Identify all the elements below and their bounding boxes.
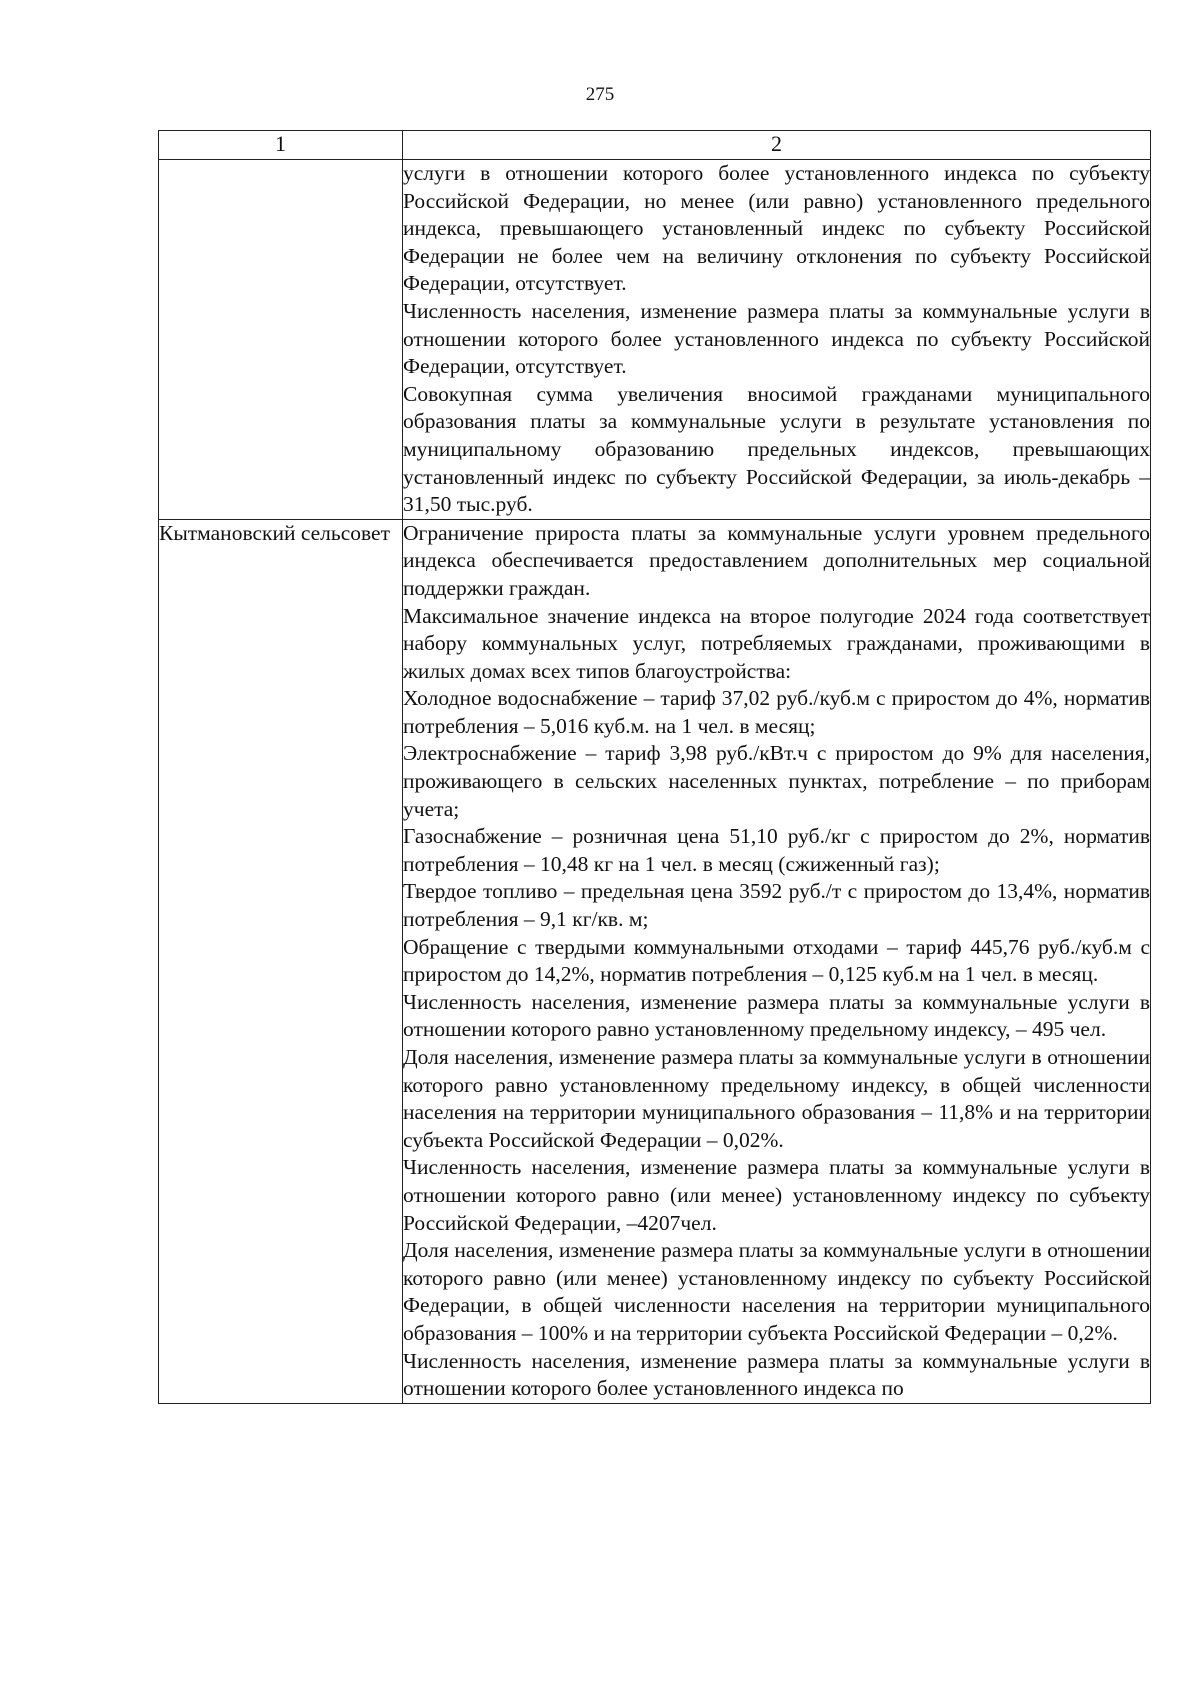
paragraph: Электроснабжение – тариф 3,98 руб./кВт.ч с приростом до 9% для населения, проживающего в сельских населенных пунктах, потребление – по приборам учета; [403, 741, 1150, 821]
table-header-row [159, 131, 1151, 160]
paragraph: услуги в отношении которого более установленного индекса по субъекту Российской Федерации, но менее (или равно) установленного предельного индекса, превышающего установленный индекс по субъекту Российской Федерации не более чем на величину отклонения по субъекту Российской Федерации, отсутствует. [403, 161, 1150, 296]
municipality-name-cell: Кытмановский сельсовет [159, 519, 403, 1403]
paragraph: Доля населения, изменение размера платы за коммунальные услуги в отношении которого равно (или менее) установленному индексу по субъекту Российской Федерации, в общей численности населения на территории муниципального образования – 100% и на территории субъекта Российской Федерации – 0,2%. [403, 1238, 1150, 1345]
paragraph: Численность населения, изменение размера платы за коммунальные услуги в отношении которого более установленного индекса по [403, 1348, 1150, 1401]
paragraph: Максимальное значение индекса на второе полугодие 2024 года соответствует набору коммунальных услуг, потребляемых гражданами, проживающими в жилых домах всех типов благоустройства: [403, 603, 1150, 683]
description-cell [403, 519, 1151, 1403]
paragraph: Совокупная сумма увеличения вносимой гражданами муниципального образования платы за коммунальные услуги в результате установления по муниципальному образованию предельных индексов, превышающих установленный индекс по субъекту Российской Федерации, за июль-декабрь – 31,50 тыс.руб. [403, 381, 1150, 517]
column-header-1: 1 [159, 131, 403, 160]
paragraph: Численность населения, изменение размера платы за коммунальные услуги в отношении которого равно установленному предельному индексу, – 495 чел. [403, 989, 1150, 1042]
description-cell [403, 160, 1151, 520]
paragraph: Численность населения, изменение размера платы за коммунальные услуги в отношении которого равно (или менее) установленному индексу по субъекту Российской Федерации, –4207чел. [403, 1155, 1150, 1235]
municipality-name-cell [159, 160, 403, 520]
data-table [158, 130, 1151, 1404]
paragraph: Обращение с твердыми коммунальными отходами – тариф 445,76 руб./куб.м с приростом до 14,2%, норматив потребления – 0,125 куб.м на 1 чел. в месяц. [403, 934, 1150, 987]
paragraph: Твердое топливо – предельная цена 3592 руб./т с приростом до 13,4%, норматив потребления – 9,1 кг/кв. м; [403, 879, 1150, 932]
paragraph: Газоснабжение – розничная цена 51,10 руб./кг с приростом до 2%, норматив потребления – 10,48 кг на 1 чел. в месяц (сжиженный газ); [403, 824, 1150, 876]
paragraph: Холодное водоснабжение – тариф 37,02 руб./куб.м с приростом до 4%, норматив потребления – 5,016 куб.м. на 1 чел. в месяц; [403, 686, 1150, 738]
paragraph: Доля населения, изменение размера платы за коммунальные услуги в отношении которого равно установленному предельному индексу, в общей численности населения на территории муниципального образования – 11,8% и на территории субъекта Российской Федерации – 0,02%. [403, 1045, 1150, 1152]
paragraph: Численность населения, изменение размера платы за коммунальные услуги в отношении которого более установленного индекса по субъекту Российской Федерации, отсутствует. [403, 298, 1150, 379]
page-number: 275 [585, 84, 615, 105]
column-header-2: 2 [403, 131, 1151, 160]
paragraph: Ограничение прироста платы за коммунальные услуги уровнем предельного индекса обеспечивается предоставлением дополнительных мер социальной поддержки граждан. [403, 520, 1150, 600]
table-row [159, 519, 1151, 1403]
table-row [159, 160, 1151, 520]
